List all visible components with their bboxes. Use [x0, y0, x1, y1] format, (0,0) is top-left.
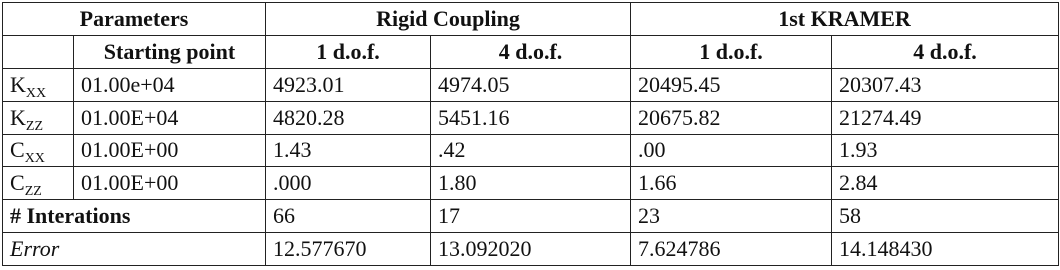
- table-row: [3, 134, 1059, 167]
- param-cell: [3, 101, 74, 134]
- error-rc4: 13.092020: [431, 233, 631, 266]
- rc-1dof-header: 1 d.o.f.: [266, 35, 431, 68]
- empty-header-cell: [3, 35, 74, 68]
- rc-4dof-header: 4 d.o.f.: [431, 35, 631, 68]
- iterations-label: # Interations: [3, 200, 266, 233]
- error-rc1: 12.577670: [266, 233, 431, 266]
- start-cell: 01.00E+04: [74, 101, 266, 134]
- error-row: [3, 233, 1059, 266]
- header-row: [3, 3, 1059, 36]
- kr1-cell: 1.66: [631, 167, 832, 200]
- param-subscript: XX: [25, 85, 47, 101]
- rc1-cell: 4923.01: [266, 68, 431, 101]
- kr-4dof-header: 4 d.o.f.: [832, 35, 1059, 68]
- table-row: [3, 167, 1059, 200]
- param-symbol: C: [10, 170, 25, 196]
- start-cell: 01.00E+00: [74, 167, 266, 200]
- starting-point-header: Starting point: [74, 35, 266, 68]
- param-subscript: XX: [24, 151, 45, 167]
- param-symbol: K: [10, 71, 26, 97]
- kr1-cell: 20495.45: [631, 68, 832, 101]
- kr4-cell: 2.84: [832, 167, 1059, 200]
- kr1-cell: 20675.82: [631, 101, 832, 134]
- rc1-cell: 1.43: [266, 134, 431, 167]
- iterations-rc4: 17: [431, 200, 631, 233]
- rc1-cell: .000: [266, 167, 431, 200]
- error-kr1: 7.624786: [631, 233, 832, 266]
- rc4-cell: 1.80: [431, 167, 631, 200]
- results-table: [2, 2, 1059, 266]
- param-cell: [3, 167, 74, 200]
- param-cell: [3, 68, 74, 101]
- rc4-cell: .42: [431, 134, 631, 167]
- kr1-cell: .00: [631, 134, 832, 167]
- param-subscript: ZZ: [24, 184, 42, 200]
- param-symbol: C: [10, 137, 25, 163]
- iterations-kr1: 23: [631, 200, 832, 233]
- error-label: Error: [3, 233, 266, 266]
- param-subscript: ZZ: [25, 118, 43, 134]
- iterations-kr4: 58: [832, 200, 1059, 233]
- start-cell: 01.00E+00: [74, 134, 266, 167]
- iterations-rc1: 66: [266, 200, 431, 233]
- parameters-header: Parameters: [3, 3, 266, 36]
- table-row: [3, 68, 1059, 101]
- param-symbol: K: [10, 104, 26, 130]
- rc4-cell: 4974.05: [431, 68, 631, 101]
- error-kr4: 14.148430: [832, 233, 1059, 266]
- subheader-row: [3, 35, 1059, 68]
- rc4-cell: 5451.16: [431, 101, 631, 134]
- rigid-coupling-header: Rigid Coupling: [266, 3, 631, 36]
- table-row: [3, 101, 1059, 134]
- kr-1dof-header: 1 d.o.f.: [631, 35, 832, 68]
- param-cell: [3, 134, 74, 167]
- kr4-cell: 21274.49: [832, 101, 1059, 134]
- kr4-cell: 1.93: [832, 134, 1059, 167]
- kramer-header: 1st KRAMER: [631, 3, 1059, 36]
- iterations-row: [3, 200, 1059, 233]
- kr4-cell: 20307.43: [832, 68, 1059, 101]
- start-cell: 01.00e+04: [74, 68, 266, 101]
- rc1-cell: 4820.28: [266, 101, 431, 134]
